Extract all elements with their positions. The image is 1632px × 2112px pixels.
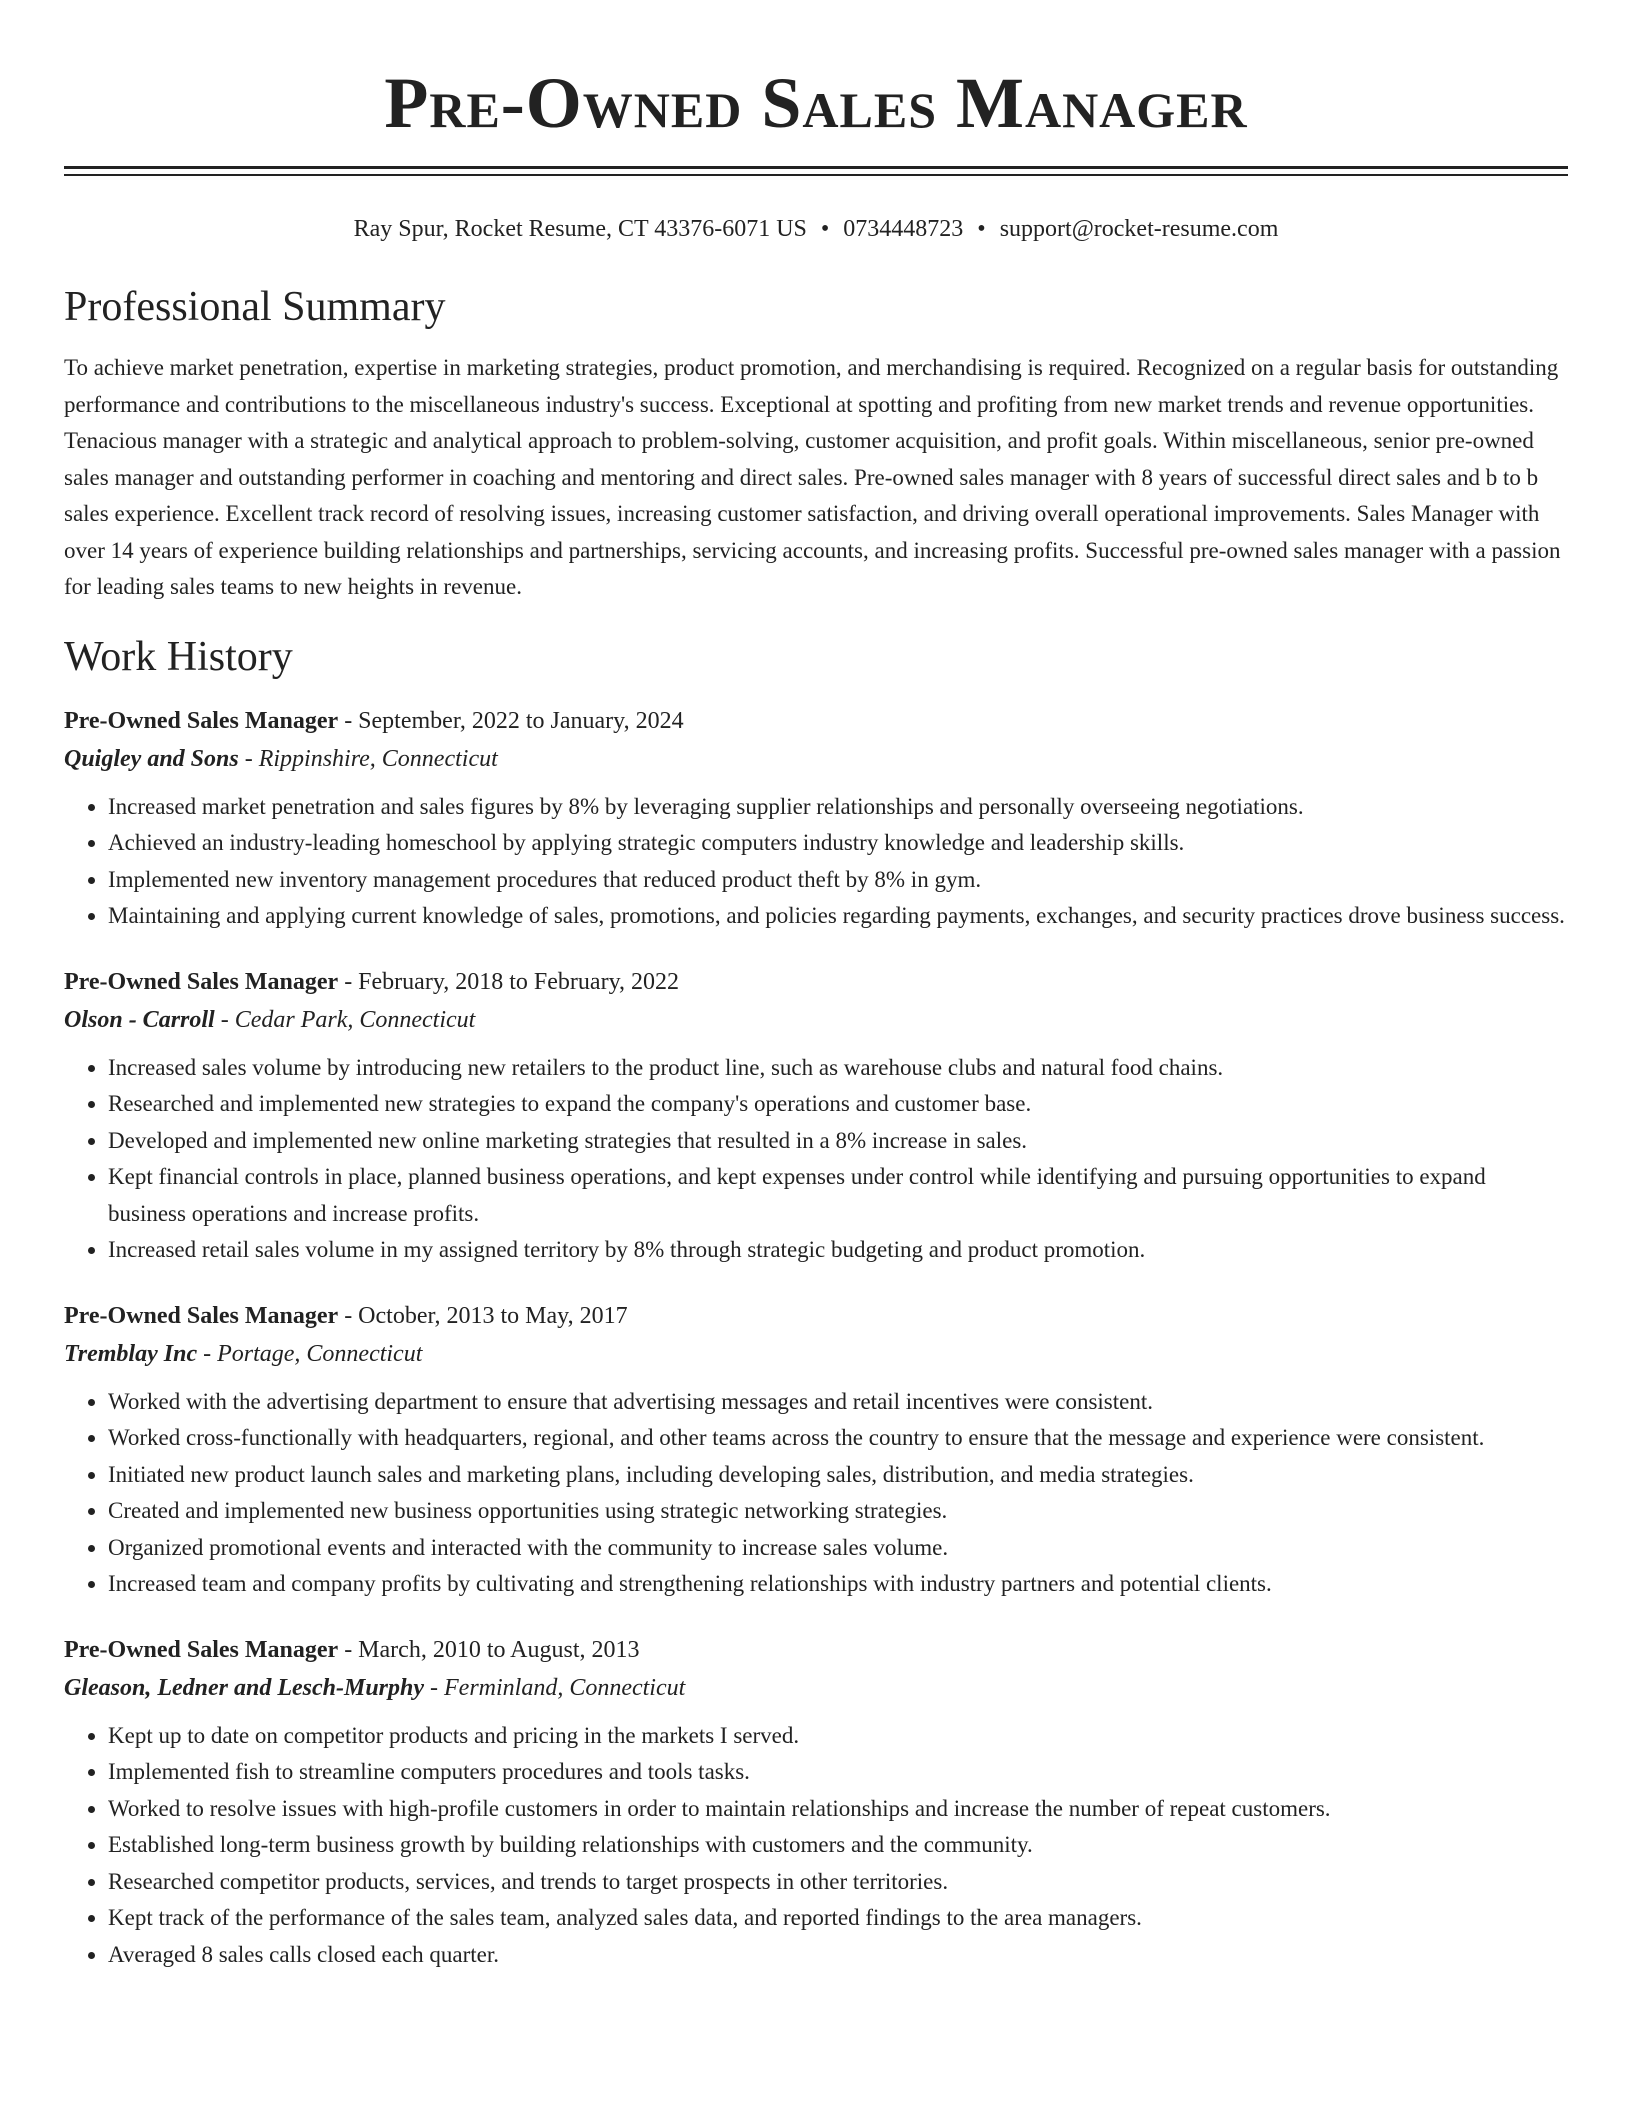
job-company-line bbox=[64, 1669, 1568, 1707]
job-bullet: • Established long-term business growth by building relationships with customers and the community. bbox=[108, 1827, 1568, 1864]
job-bullet: • Worked with the advertising department to ensure that advertising messages and retail incentives were consistent. bbox=[108, 1384, 1568, 1421]
summary-text: To achieve market penetration, expertise in marketing strategies, product promotion, and merchandising is required. Recognized on a regular basis for outstanding performance and contributions to the miscellaneous industry's success. Exceptional at spotting and profiting from new market trends and revenue opportunities. Tenacious manager with a strategic and analytical approach to problem-solving, customer acquisition, and profit goals. Within miscellaneous, senior pre-owned sales manager and outstanding performer in coaching and mentoring and direct sales. Pre-owned sales manager with 8 years of successful direct sales and b to b sales experience. Excellent track record of resolving issues, increasing customer satisfaction, and driving overall operational improvements. Sales Manager with over 14 years of experience building relationships and partnerships, servicing accounts, and increasing profits. Successful pre-owned sales manager with a passion for leading sales teams to new heights in revenue. bbox=[64, 355, 1561, 599]
summary-heading: Professional Summary bbox=[64, 284, 446, 330]
job-title: Pre-Owned Sales Manager bbox=[64, 1636, 339, 1663]
job-entry bbox=[64, 702, 1568, 935]
job-bullets bbox=[64, 1384, 1568, 1603]
title-divider-thick bbox=[64, 166, 1568, 169]
work-history-heading: Work History bbox=[64, 633, 293, 680]
job-location: - Ferminland, Connecticut bbox=[424, 1674, 686, 1701]
job-location: - Cedar Park, Connecticut bbox=[214, 1006, 476, 1033]
job-bullet: • Kept up to date on competitor products and pricing in the markets I served. bbox=[108, 1718, 1568, 1755]
job-entry bbox=[64, 963, 1568, 1269]
contact-phone: 0734448723 bbox=[843, 216, 964, 242]
job-entry bbox=[64, 1631, 1568, 1974]
job-entry bbox=[64, 1297, 1568, 1603]
job-location: - Portage, Connecticut bbox=[197, 1340, 423, 1367]
job-bullet: • Researched competitor products, services, and trends to target prospects in other territories. bbox=[108, 1864, 1568, 1901]
job-title-line bbox=[64, 1631, 1568, 1669]
job-dates: - March, 2010 to August, 2013 bbox=[338, 1636, 640, 1663]
job-bullet: • Researched and implemented new strategies to expand the company's operations and customer base. bbox=[108, 1086, 1568, 1123]
job-bullet: • Initiated new product launch sales and marketing plans, including developing sales, distribution, and media strategies. bbox=[108, 1457, 1568, 1494]
job-company-line bbox=[64, 740, 1568, 778]
job-title: Pre-Owned Sales Manager bbox=[64, 707, 339, 734]
contact-address: Ray Spur, Rocket Resume, CT 43376-6071 US bbox=[353, 216, 807, 242]
job-location: - Rippinshire, Connecticut bbox=[238, 745, 498, 772]
job-bullet: • Organized promotional events and interacted with the community to increase sales volume. bbox=[108, 1530, 1568, 1567]
job-bullet: • Achieved an industry-leading homeschool by applying strategic computers industry knowledge and leadership skills. bbox=[108, 825, 1568, 862]
job-bullets bbox=[64, 1050, 1568, 1269]
job-bullet: • Kept track of the performance of the sales team, analyzed sales data, and reported findings to the area managers. bbox=[108, 1900, 1568, 1937]
job-company: Tremblay Inc bbox=[64, 1340, 198, 1367]
job-dates: - October, 2013 to May, 2017 bbox=[338, 1302, 628, 1329]
job-bullet: • Maintaining and applying current knowledge of sales, promotions, and policies regarding payments, exchanges, and security practices drove business success. bbox=[108, 898, 1568, 935]
job-bullet: • Increased market penetration and sales figures by 8% by leveraging supplier relationships and personally overseeing negotiations. bbox=[108, 789, 1568, 826]
job-bullets bbox=[64, 1718, 1568, 1974]
job-bullet: • Worked cross-functionally with headquarters, regional, and other teams across the country to ensure that the message and experience were consistent. bbox=[108, 1420, 1568, 1457]
job-bullet: • Developed and implemented new online marketing strategies that resulted in a 8% increase in sales. bbox=[108, 1123, 1568, 1160]
job-bullets bbox=[64, 789, 1568, 935]
job-company: Quigley and Sons bbox=[64, 745, 239, 772]
job-title: Pre-Owned Sales Manager bbox=[64, 968, 339, 995]
job-dates: - September, 2022 to January, 2024 bbox=[338, 707, 684, 734]
contact-line bbox=[64, 214, 1568, 244]
job-title-line bbox=[64, 963, 1568, 1001]
job-title: Pre-Owned Sales Manager bbox=[64, 1302, 339, 1329]
job-title-line bbox=[64, 702, 1568, 740]
title-divider-thin bbox=[64, 174, 1568, 176]
job-dates: - February, 2018 to February, 2022 bbox=[338, 968, 680, 995]
job-bullet: • Worked to resolve issues with high-profile customers in order to maintain relationships and increase the number of repeat customers. bbox=[108, 1791, 1568, 1828]
job-bullet: • Increased retail sales volume in my assigned territory by 8% through strategic budgeting and product promotion. bbox=[108, 1232, 1568, 1269]
contact-separator: • bbox=[820, 216, 830, 242]
job-bullet: • Kept financial controls in place, planned business operations, and kept expenses under control while identifying and pursuing opportunities to expand business operations and increase profits. bbox=[108, 1159, 1568, 1232]
job-company: Gleason, Ledner and Lesch-Murphy bbox=[64, 1674, 425, 1701]
contact-separator: • bbox=[977, 216, 986, 242]
job-bullet: • Increased sales volume by introducing new retailers to the product line, such as warehouse clubs and natural food chains. bbox=[108, 1050, 1568, 1087]
job-bullet: • Increased team and company profits by cultivating and strengthening relationships with industry partners and potential clients. bbox=[108, 1566, 1568, 1603]
job-bullet: • Implemented new inventory management procedures that reduced product theft by 8% in gym. bbox=[108, 862, 1568, 899]
job-title-line bbox=[64, 1297, 1568, 1335]
job-bullet: • Averaged 8 sales calls closed each quarter. bbox=[108, 1937, 1568, 1974]
job-bullet: • Created and implemented new business opportunities using strategic networking strategies. bbox=[108, 1493, 1568, 1530]
job-bullet: • Implemented fish to streamline computers procedures and tools tasks. bbox=[108, 1754, 1568, 1791]
job-company-line bbox=[64, 1335, 1568, 1373]
contact-email: support@rocket-resume.com bbox=[999, 216, 1279, 242]
job-company: Olson - Carroll bbox=[64, 1006, 215, 1033]
job-company-line bbox=[64, 1001, 1568, 1039]
resume-title: Pre-Owned Sales Manager bbox=[384, 63, 1248, 143]
